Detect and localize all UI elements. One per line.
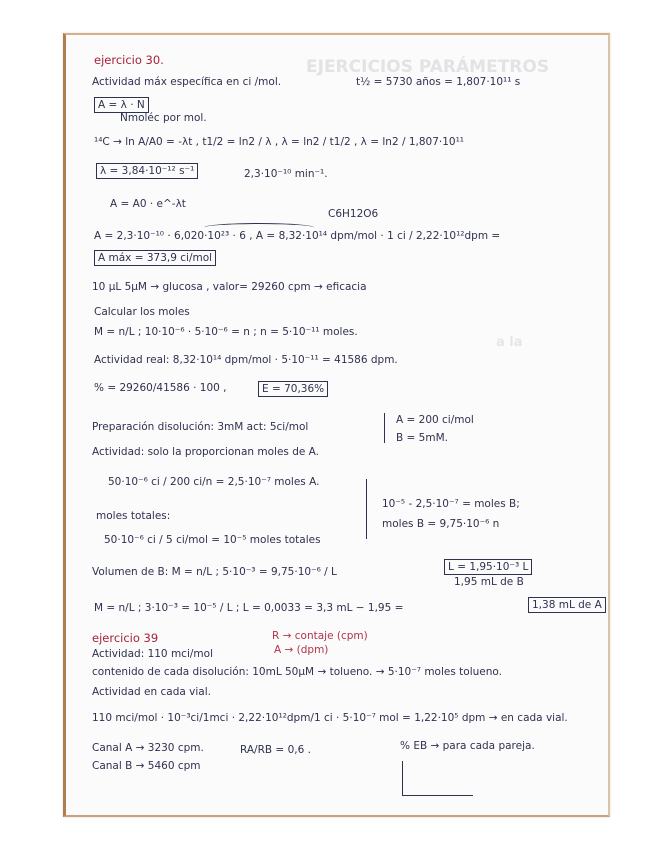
note-line: 10⁻⁵ - 2,5·10⁻⁷ = moles B; <box>382 498 520 510</box>
note-line: A = λ · N <box>94 97 149 113</box>
note-line: contenido de cada disolución: 10mL 50μM → tolueno. → 5·10⁻⁷ moles tolueno. <box>92 666 502 678</box>
note-line: Actividad: solo la proporcionan moles de A. <box>92 446 320 458</box>
note-line: ¹⁴C → ln A/A0 = -λt , t1/2 = ln2 / λ , λ = ln2 / t1/2 , λ = ln2 / 1,807·10¹¹ <box>94 136 465 148</box>
note-line: A = 2,3·10⁻¹⁰ · 6,020·10²³ · 6 , A = 8,32·10¹⁴ dpm/mol · 1 ci / 2,22·10¹²dpm = <box>94 230 501 242</box>
note-line: Actividad máx específica en ci /mol. <box>92 76 282 88</box>
note-line: Calcular los moles <box>94 306 190 318</box>
note-line: 10 μL 5μM → glucosa , valor= 29260 cpm → eficacia <box>92 281 367 293</box>
note-line: % EB → para cada pareja. <box>400 740 535 752</box>
note-line: ejercicio 30. <box>94 53 164 67</box>
note-line: M = n/L ; 3·10⁻³ = 10⁻⁵ / L ; L = 0,0033 = 3,3 mL − 1,95 = <box>94 602 404 614</box>
note-line: Actividad: 110 mci/mol <box>92 648 213 660</box>
note-line: Preparación disolución: 3mM act: 5ci/mol <box>92 421 309 433</box>
note-line: 1,95 mL de B <box>454 576 524 588</box>
note-line: moles totales: <box>96 510 171 522</box>
note-line: λ = 3,84·10⁻¹² s⁻¹ <box>96 163 198 179</box>
note-line: L = 1,95·10⁻³ L <box>444 559 532 575</box>
curly-brace <box>384 413 385 443</box>
note-line: C6H12O6 <box>328 208 379 220</box>
curly-brace <box>366 479 367 539</box>
note-line: Actividad en cada vial. <box>92 686 211 698</box>
note-line: moles B = 9,75·10⁻⁶ n <box>382 518 500 530</box>
note-line: Nmoléc por mol. <box>120 112 207 124</box>
note-line: RA/RB = 0,6 . <box>240 744 311 756</box>
note-line: M = n/L ; 10·10⁻⁶ · 5·10⁻⁶ = n ; n = 5·10⁻¹¹ moles. <box>94 326 358 338</box>
note-line: t½ = 5730 años = 1,807·10¹¹ s <box>356 76 521 88</box>
note-line: R → contaje (cpm) <box>272 630 368 642</box>
curly-brace <box>204 223 314 232</box>
note-line: 2,3·10⁻¹⁰ min⁻¹. <box>244 168 328 180</box>
note-line: % = 29260/41586 · 100 , <box>94 382 227 394</box>
note-line: 110 mci/mol · 10⁻³ci/1mci · 2,22·10¹²dpm/1 ci · 5·10⁻⁷ mol = 1,22·10⁵ dpm → en cada vial. <box>92 712 568 724</box>
bleed-through-text: EJERCICIOS PARÁMETROS <box>306 57 550 77</box>
note-line: A → (dpm) <box>274 644 329 656</box>
note-line: Actividad real: 8,32·10¹⁴ dpm/mol · 5·10⁻¹¹ = 41586 dpm. <box>94 354 398 366</box>
note-line: ejercicio 39 <box>92 631 159 645</box>
note-line: A máx = 373,9 ci/mol <box>94 250 216 266</box>
note-line: 50·10⁻⁶ ci / 5 ci/mol = 10⁻⁵ moles totales <box>104 534 321 546</box>
note-line: E = 70,36% <box>258 381 328 397</box>
note-line: Canal B → 5460 cpm <box>92 760 201 772</box>
notebook-page <box>63 33 610 817</box>
note-line: A = 200 ci/mol <box>396 414 474 426</box>
note-line: Canal A → 3230 cpm. <box>92 742 204 754</box>
note-line: Volumen de B: M = n/L ; 5·10⁻³ = 9,75·10⁻⁶ / L <box>92 566 337 578</box>
bleed-through-text: a la <box>496 335 523 350</box>
note-line: 1,38 mL de A <box>528 597 606 613</box>
note-line: A = A0 · e^-λt <box>110 198 186 210</box>
note-line: 50·10⁻⁶ ci / 200 ci/n = 2,5·10⁻⁷ moles A. <box>108 476 320 488</box>
note-line: B = 5mM. <box>396 432 448 444</box>
graph-axes <box>402 761 473 796</box>
